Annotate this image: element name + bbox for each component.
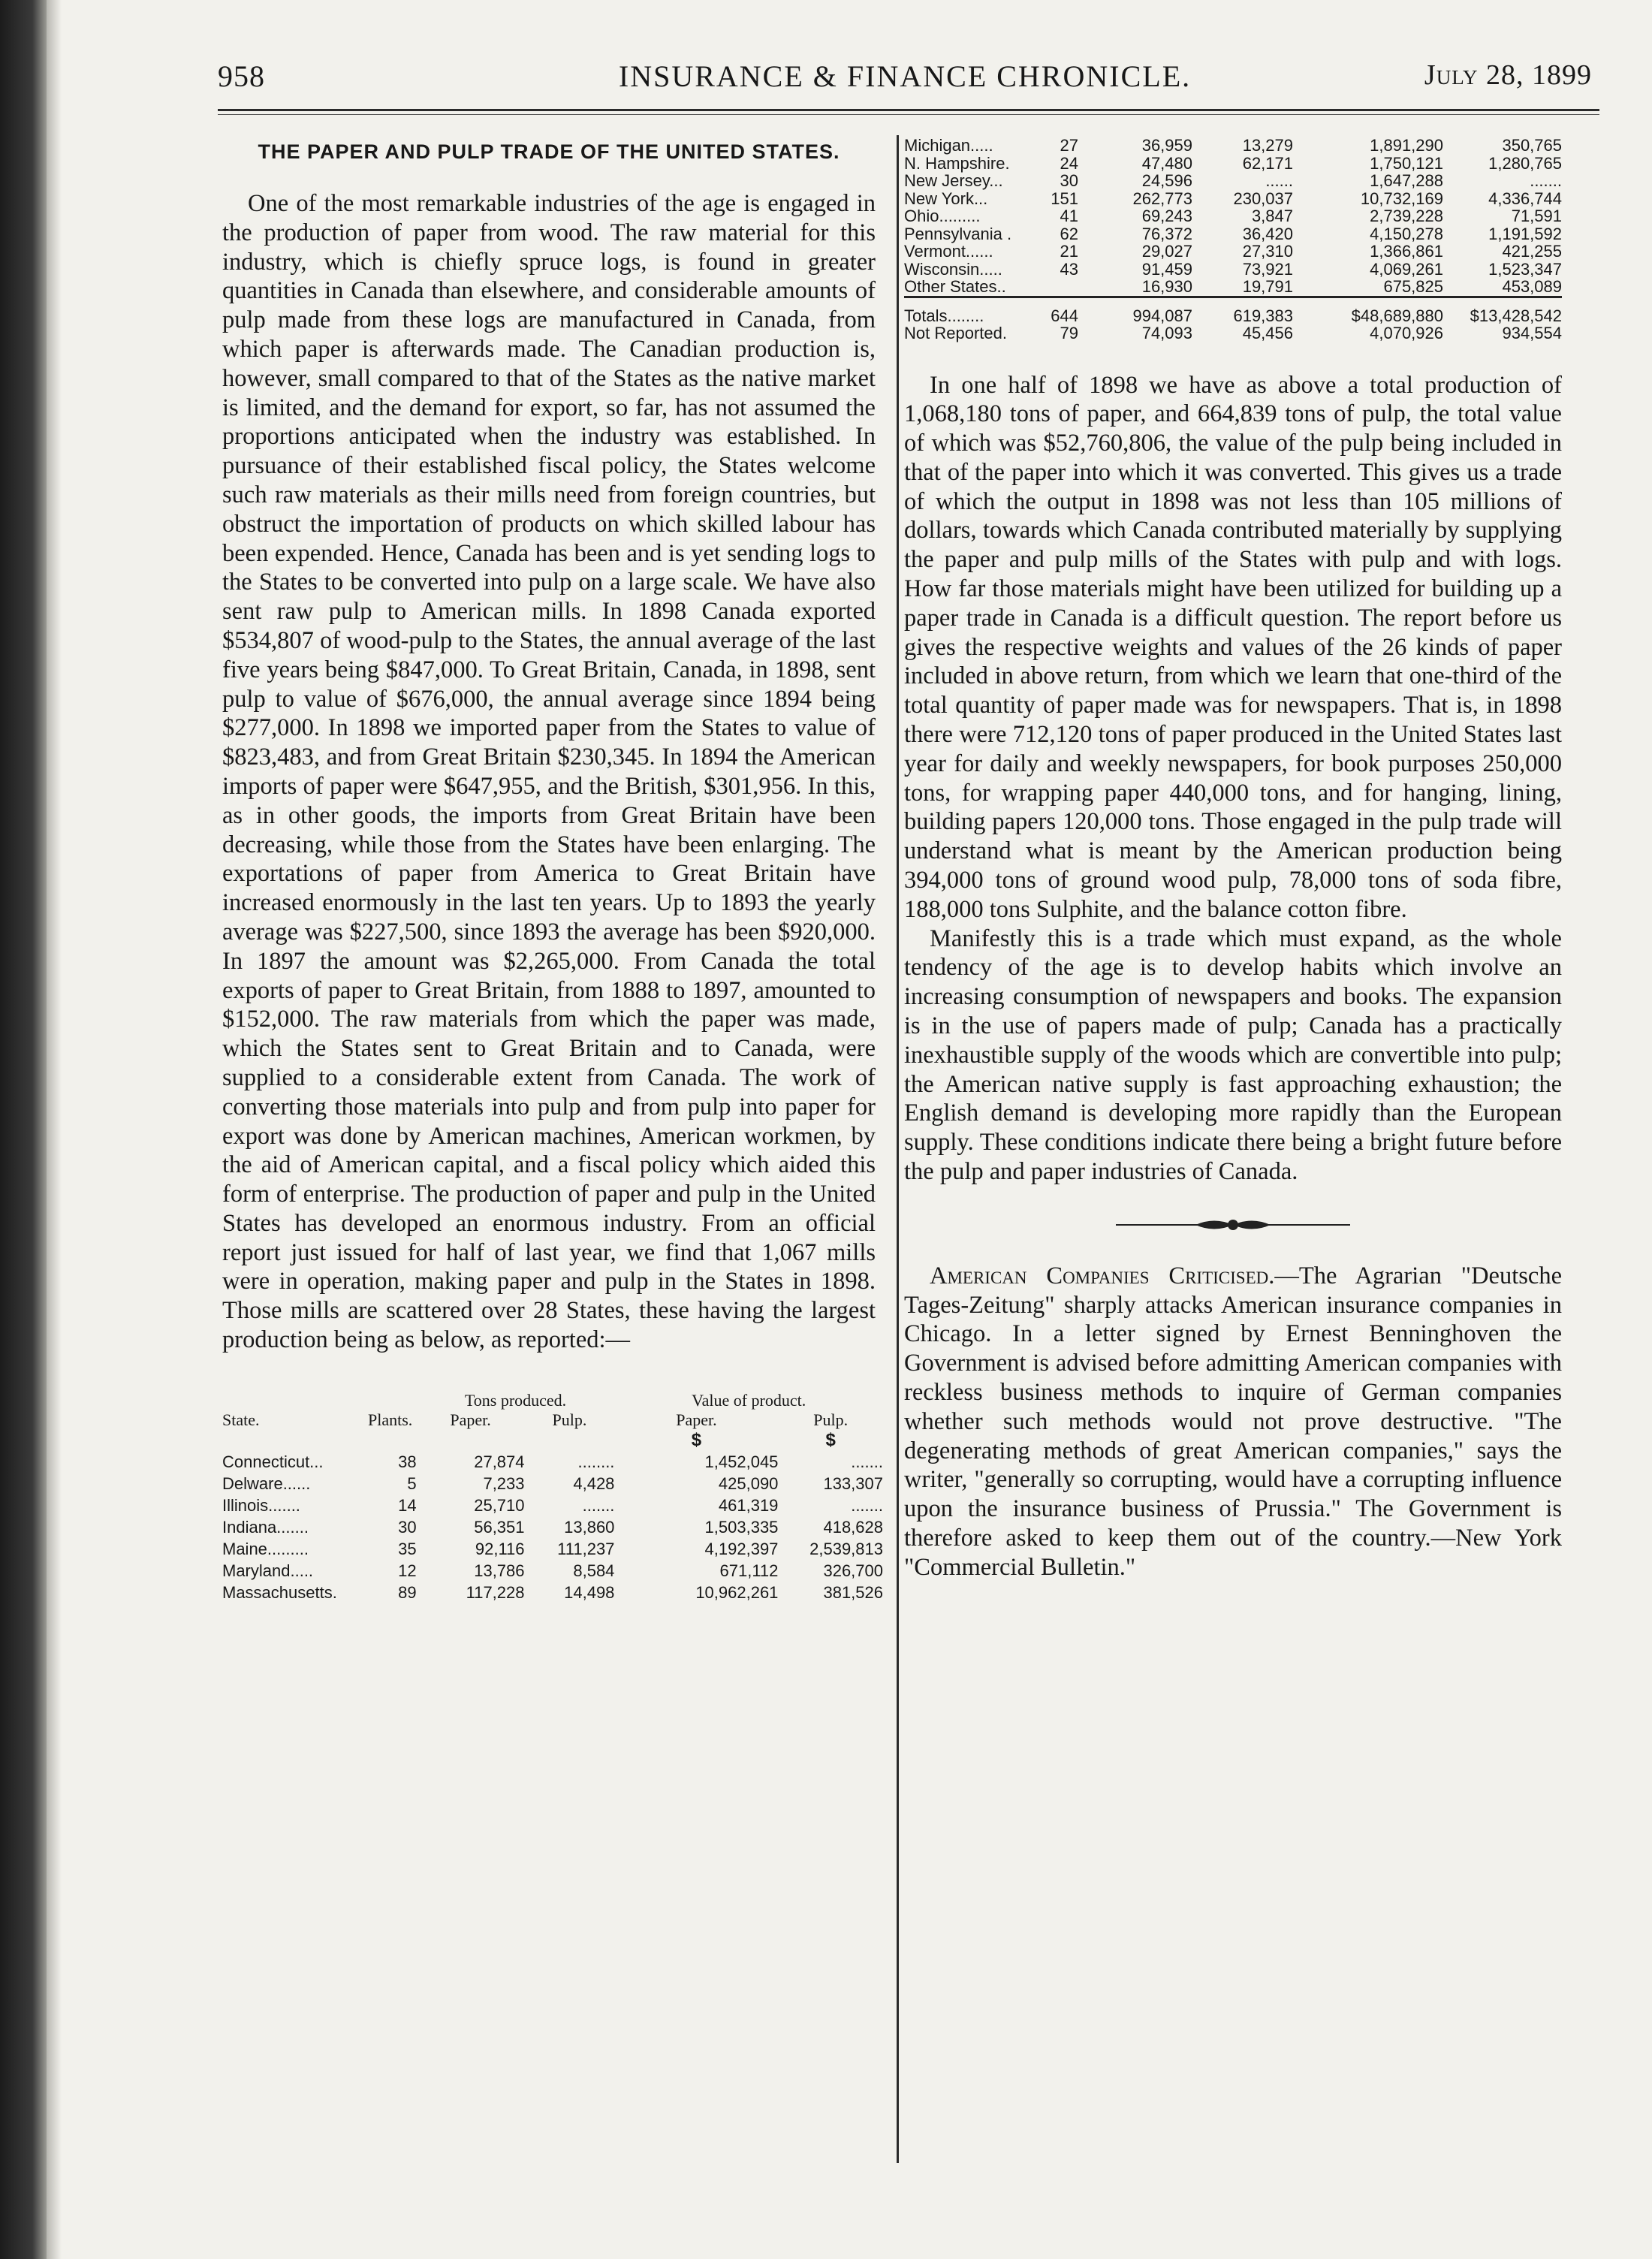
totals-paper-tons: 994,087 [1078, 297, 1192, 324]
cell-paper-value: 4,192,397 [704, 1539, 779, 1558]
cell-paper-value: 1,503,335 [704, 1517, 779, 1537]
totals-pulp-tons: 619,383 [1192, 297, 1293, 324]
header-rule [218, 109, 1599, 111]
table-row [222, 1582, 883, 1603]
not-reported-paper-value: 4,070,926 [1370, 324, 1443, 342]
article-paragraph-3: Manifestly this is a trade which must expand, as the whole tendency of the age is to develop habits which involve an increasing consumption of newspapers and books. The expansion is in the use of papers made of pulp; Canada has a practically inexhaustible supply of the woods which are convertible into pulp; the American native supply is fast approaching exhaustion; the English demand is developing more rapidly than the European supply. These conditions indicate there being a bright future before the pulp and paper industries of Canada. [904, 924, 1562, 1186]
cell-state: N. Hampshire. [904, 153, 1010, 173]
cell-paper-value: 675,825 [1383, 277, 1443, 296]
cell-paper-tons: 76,372 [1141, 224, 1192, 243]
totals-label: Totals........ [904, 297, 1036, 324]
table-body-left [222, 1451, 883, 1603]
cell-pulp-value: 2,539,813 [809, 1539, 883, 1558]
cell-state: Vermont...... [904, 242, 993, 261]
cell-pulp-tons: ........ [577, 1452, 615, 1471]
cell-paper-tons: 24,596 [1141, 171, 1192, 190]
col-header-pulp-value: Pulp. [813, 1410, 849, 1429]
table-row [222, 1494, 883, 1516]
cell-state: Connecticut... [222, 1452, 324, 1471]
cell-state: Maryland..... [222, 1561, 314, 1580]
cell-pulp-tons: 19,791 [1242, 277, 1293, 296]
cell-pulp-tons: 8,584 [573, 1561, 615, 1580]
issue-date: July 28, 1899 [1424, 59, 1592, 91]
cell-state: Delware...... [222, 1473, 311, 1493]
cell-plants: 38 [398, 1452, 417, 1471]
cell-pulp-tons: 111,237 [557, 1539, 615, 1558]
cell-pulp-tons: 73,921 [1242, 259, 1293, 279]
cell-paper-value: 1,452,045 [704, 1452, 779, 1471]
cell-pulp-tons: 62,171 [1242, 153, 1293, 173]
article-2-lead: American Companies Criticised. [930, 1262, 1275, 1289]
cell-paper-tons: 16,930 [1141, 277, 1192, 296]
cell-pulp-value: 4,336,744 [1488, 189, 1562, 208]
cell-plants: 30 [1060, 171, 1078, 190]
table-row [904, 207, 1562, 225]
table-body-right [904, 137, 1562, 297]
cell-pulp-tons: ....... [582, 1495, 615, 1515]
cell-paper-tons: 7,233 [483, 1473, 525, 1493]
cell-paper-value: 461,319 [718, 1495, 779, 1515]
page-header [218, 59, 1592, 104]
cell-pulp-tons: 230,037 [1233, 189, 1293, 208]
totals-paper-value: $48,689,880 [1293, 297, 1443, 324]
not-reported-pulp-tons: 45,456 [1242, 324, 1293, 342]
table-header-row [222, 1391, 883, 1410]
cell-pulp-value: 453,089 [1502, 277, 1562, 296]
cell-paper-value: 425,090 [718, 1473, 779, 1493]
cell-plants: 14 [398, 1495, 417, 1515]
cell-paper-tons: 69,243 [1141, 207, 1192, 225]
table-totals-row [904, 297, 1562, 324]
production-table-continued [904, 137, 1562, 342]
cell-state: Michigan..... [904, 136, 993, 155]
cell-pulp-value: 326,700 [823, 1561, 883, 1580]
cell-pulp-tons: 13,860 [564, 1517, 615, 1537]
cell-pulp-value: 1,191,592 [1488, 224, 1562, 243]
col-header-pulp-tons: Pulp. [552, 1410, 587, 1429]
cell-paper-value: 671,112 [719, 1561, 779, 1580]
totals-plants: 644 [1036, 297, 1078, 324]
page-number: 958 [218, 59, 265, 93]
column-divider [897, 135, 899, 2163]
cell-paper-value: 1,750,121 [1370, 153, 1443, 173]
cell-plants: 27 [1060, 136, 1078, 155]
article-2-text: —The Agrarian "Deutsche Tages-Zeitung" sharply attacks American insurance companies in Chicago. In a letter signed by Ernest Benninghoven the Government is advised before admitting American companies with reckless business methods to inquire of German companies whether such methods would not prove destructive. "The degenerating methods of great American companies," says the writer, "generally so corrupting, would have a corrupting influence upon the insurance business of Prussia." The Government is therefore asked to keep them out of the country.—New York "Commercial Bulletin." [904, 1262, 1562, 1581]
cell-state: Indiana....... [222, 1517, 309, 1537]
cell-state: Ohio......... [904, 207, 981, 225]
cell-pulp-value: ....... [1530, 171, 1562, 190]
cell-paper-value: 4,150,278 [1370, 224, 1443, 243]
cell-paper-tons: 92,116 [475, 1539, 525, 1558]
cell-plants: 35 [398, 1539, 417, 1558]
not-reported-pulp-value: 934,554 [1502, 324, 1562, 342]
header-rule-thin [218, 114, 1599, 115]
not-reported-label: Not Reported. [904, 324, 1007, 342]
cell-paper-tons: 13,786 [474, 1561, 525, 1580]
cell-pulp-value: 1,523,347 [1488, 259, 1562, 279]
cell-plants: 89 [398, 1582, 417, 1602]
right-column [904, 137, 1562, 1582]
journal-title: INSURANCE & FINANCE CHRONICLE. [618, 59, 1192, 93]
cell-state: Maine......... [222, 1539, 309, 1558]
article-2-paragraph [904, 1262, 1562, 1582]
cell-pulp-value: 350,765 [1502, 136, 1562, 155]
cell-paper-tons: 29,027 [1141, 242, 1192, 261]
cell-paper-value: 1,366,861 [1370, 242, 1443, 261]
cell-state: Pennsylvania . [904, 224, 1012, 243]
table-row [904, 137, 1562, 155]
cell-paper-tons: 25,710 [474, 1495, 525, 1515]
cell-pulp-tons: 13,279 [1242, 136, 1293, 155]
not-reported-plants: 79 [1060, 324, 1078, 342]
cell-plants [1036, 278, 1078, 297]
cell-state: Illinois....... [222, 1495, 300, 1515]
table-row [222, 1473, 883, 1494]
cell-pulp-value: 381,526 [823, 1582, 883, 1602]
dollar-sign-paper: $ [691, 1429, 702, 1450]
cell-plants: 5 [407, 1473, 417, 1493]
cell-state: Wisconsin..... [904, 259, 1002, 279]
col-header-paper-value: Paper. [676, 1410, 717, 1429]
cell-pulp-value: ....... [851, 1495, 883, 1515]
cell-paper-value: 1,647,288 [1370, 171, 1443, 190]
cell-paper-value: 4,069,261 [1370, 259, 1443, 279]
cell-pulp-value: 418,628 [823, 1517, 883, 1537]
cell-state: New Jersey... [904, 171, 1003, 190]
cell-paper-tons: 262,773 [1132, 189, 1192, 208]
cell-paper-value: 10,962,261 [695, 1582, 779, 1602]
table-row [904, 155, 1562, 173]
cell-plants: 62 [1060, 224, 1078, 243]
article-paragraph-2: In one half of 1898 we have as above a total production of 1,068,180 tons of paper, and 664,839 tons of pulp, the total value of which was $52,760,806, the value of the pulp being included in that of the paper into which it was converted. This gives us a trade of which the output in 1898 was not less than 105 millions of dollars, towards which Canada contributed materially by supplying the paper and pulp mills of the States with pulp and with logs. How far those materials might have been utilized for building up a paper trade in Canada is a difficult question. The report before us gives the respective weights and values of the 26 kinds of paper included in above return, from which we learn that one-third of the total quantity of paper made was for newspapers. That is, in 1898 there were 712,120 tons of paper produced in the United States last year for daily and weekly newspapers, for book purposes 250,000 tons, for wrapping paper 440,000 tons, and for hanging, lining, building papers 120,000 tons. Those engaged in the pulp trade will understand what is meant by the American production being 394,000 tons of ground wood pulp, 78,000 tons of soda fibre, 188,000 tons Sulphite, and the balance cotton fibre. [904, 371, 1562, 923]
cell-paper-tons: 27,874 [474, 1452, 525, 1471]
cell-paper-tons: 117,228 [466, 1582, 525, 1602]
cell-paper-tons: 56,351 [474, 1517, 525, 1537]
table-not-reported-row [904, 324, 1562, 342]
cell-pulp-value: 1,280,765 [1488, 153, 1562, 173]
production-table [222, 1391, 883, 1603]
col-header-value-of-product: Value of product. [692, 1390, 806, 1410]
cell-pulp-value: 421,255 [1502, 242, 1562, 261]
col-header-state: State. [222, 1410, 260, 1429]
table-row [904, 261, 1562, 279]
cell-pulp-value: 133,307 [823, 1473, 883, 1493]
cell-pulp-tons: 4,428 [573, 1473, 615, 1493]
divider-flourish-icon [1113, 1214, 1353, 1236]
page-gutter [47, 0, 62, 2259]
cell-plants: 43 [1060, 259, 1078, 279]
cell-paper-value: 10,732,169 [1360, 189, 1443, 208]
cell-state: Massachusetts. [222, 1582, 337, 1602]
dollar-sign-pulp: $ [825, 1429, 836, 1450]
cell-paper-value: 2,739,228 [1370, 207, 1443, 225]
table-row [222, 1451, 883, 1473]
cell-paper-value: 1,891,290 [1370, 136, 1443, 155]
section-divider-ornament [904, 1214, 1562, 1236]
cell-paper-tons: 36,959 [1141, 136, 1192, 155]
cell-plants: 41 [1060, 207, 1078, 225]
cell-pulp-value: 71,591 [1511, 207, 1562, 225]
cell-paper-tons: 47,480 [1141, 153, 1192, 173]
col-header-tons-produced: Tons produced. [464, 1390, 567, 1410]
cell-pulp-value: ....... [851, 1452, 883, 1471]
cell-paper-tons: 91,459 [1141, 259, 1192, 279]
cell-plants: 21 [1060, 242, 1078, 261]
table-row [222, 1516, 883, 1538]
book-binding-shadow [0, 0, 47, 2259]
col-header-plants: Plants. [368, 1410, 413, 1429]
table-dollar-row [222, 1430, 883, 1451]
cell-plants: 30 [398, 1517, 417, 1537]
cell-pulp-tons: 3,847 [1251, 207, 1293, 225]
article-paragraph-1: One of the most remarkable industries of the age is engaged in the production of paper from wood. The raw material for this industry, which is chiefly spruce logs, is found in greater quantities in Canada than elsewhere, and considerable amounts of pulp made from these logs are manufactured in Canada, from which paper is afterwards made. The Canadian production is, however, small compared to that of the States as the native market is limited, and the demand for export, so far, has not assumed the proportions anticipated when the industry was established. In pursuance of their established fiscal policy, the States welcome such raw materials as their mills need from foreign countries, but obstruct the importation of products on which skilled labour has been expended. Hence, Canada has been and is yet sending logs to the States to be converted into pulp on a large scale. We have also sent raw pulp to American mills. In 1898 Canada exported $534,807 of wood-pulp to the States, the annual average of the last five years being $847,000. To Great Britain, Canada, in 1898, sent pulp to value of $676,000, the annual average since 1894 being $277,000. In 1898 we imported paper from the States to value of $823,483, and from Great Britain $230,345. In 1894 the American imports of paper were $647,955, and the British, $301,956. In this, as in other goods, the imports from Great Britain have been decreasing, while those from the States have been enlarging. The exportations of paper from America to Great Britain have increased enormously in the last ten years. Up to 1893 the yearly average was $227,500, since 1893 the average has been $920,000. In 1897 the amount was $2,265,000. From Canada the total exports of paper to Great Britain, from 1888 to 1897, amounted to $152,000. The raw materials from which the paper was made, which the States sent to Great Britain and to Canada, were supplied to a considerable extent from Canada. The work of converting those materials into pulp and from pulp into paper for export was done by American machines, American workmen, by the aid of American capital, and a fiscal policy which aided this form of enterprise. The production of paper and pulp in the United States has developed an enormous industry. From an official report just issued for half of last year, we find that 1,067 mills were in operation, making paper and pulp in the States in 1898. Those mills are scattered over 28 States, these having the largest production being as below, as reported:— [222, 190, 876, 1354]
table-row [904, 190, 1562, 208]
table-row [904, 172, 1562, 190]
table-row [222, 1560, 883, 1582]
cell-pulp-tons: 14,498 [564, 1582, 615, 1602]
table-row [904, 278, 1562, 297]
table-row [904, 225, 1562, 243]
cell-pulp-tons: 27,310 [1242, 242, 1293, 261]
cell-state: Other States.. [904, 277, 1006, 296]
article-heading: THE PAPER AND PULP TRADE OF THE UNITED STATES. [258, 140, 840, 163]
cell-plants: 24 [1060, 153, 1078, 173]
cell-state: New York... [904, 189, 988, 208]
table-row [222, 1538, 883, 1560]
totals-pulp-value: $13,428,542 [1443, 297, 1562, 324]
cell-pulp-tons: ...... [1265, 171, 1293, 190]
not-reported-paper-tons: 74,093 [1141, 324, 1192, 342]
table-row [904, 243, 1562, 261]
cell-plants: 151 [1051, 189, 1078, 208]
col-header-paper-tons: Paper. [450, 1410, 491, 1429]
cell-pulp-tons: 36,420 [1242, 224, 1293, 243]
cell-plants: 12 [398, 1561, 417, 1580]
left-column [222, 137, 883, 1603]
